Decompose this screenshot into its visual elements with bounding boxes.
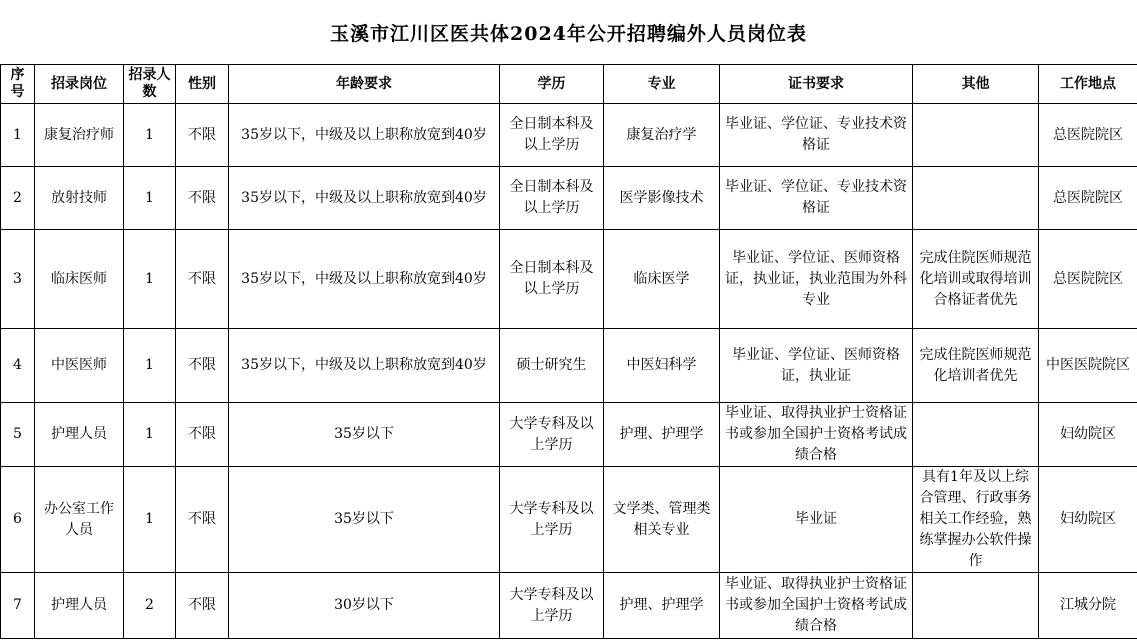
cell-gender: 不限 [176,329,229,403]
header-location: 工作地点 [1039,65,1137,104]
cell-gender: 不限 [176,167,229,230]
cell-count: 1 [124,104,176,167]
cell-position: 中医医师 [35,329,124,403]
cell-position: 护理人员 [35,573,124,639]
cell-location: 妇幼院区 [1039,403,1137,467]
cell-education: 全日制本科及以上学历 [500,167,604,230]
cell-position: 办公室工作人员 [35,467,124,573]
cell-count: 1 [124,167,176,230]
cell-count: 1 [124,329,176,403]
header-education: 学历 [500,65,604,104]
cell-age: 35岁以下，中级及以上职称放宽到40岁 [229,167,500,230]
cell-gender: 不限 [176,573,229,639]
cell-major: 临床医学 [604,230,720,329]
cell-seq: 2 [1,167,35,230]
cell-location: 江城分院 [1039,573,1137,639]
header-gender: 性别 [176,65,229,104]
cell-major: 中医妇科学 [604,329,720,403]
cell-position: 康复治疗师 [35,104,124,167]
table-row [1,104,1137,167]
cell-major: 文学类、管理类相关专业 [604,467,720,573]
cell-major: 护理、护理学 [604,403,720,467]
cell-position: 放射技师 [35,167,124,230]
table-row [1,230,1137,329]
cell-age: 35岁以下 [229,403,500,467]
cell-other: 具有1年及以上综合管理、行政事务相关工作经验，熟练掌握办公软件操作 [913,467,1039,573]
cell-major: 康复治疗学 [604,104,720,167]
cell-position: 临床医师 [35,230,124,329]
cell-age: 35岁以下，中级及以上职称放宽到40岁 [229,104,500,167]
table-row [1,167,1137,230]
cell-education: 大学专科及以上学历 [500,403,604,467]
cell-count: 1 [124,230,176,329]
cell-location: 总医院院区 [1039,104,1137,167]
cell-location: 中医医院院区 [1039,329,1137,403]
cell-education: 大学专科及以上学历 [500,467,604,573]
cell-location: 总医院院区 [1039,167,1137,230]
cell-certificate: 毕业证、学位证、医师资格证，执业证 [720,329,913,403]
header-other: 其他 [913,65,1039,104]
cell-major: 护理、护理学 [604,573,720,639]
cell-education: 全日制本科及以上学历 [500,230,604,329]
cell-education: 大学专科及以上学历 [500,573,604,639]
header-count: 招录人数 [124,65,176,104]
cell-other [913,167,1039,230]
header-position: 招录岗位 [35,65,124,104]
cell-gender: 不限 [176,104,229,167]
cell-other [913,104,1039,167]
header-major: 专业 [604,65,720,104]
cell-seq: 7 [1,573,35,639]
cell-count: 1 [124,467,176,573]
table-header-row [1,65,1137,104]
cell-age: 35岁以下 [229,467,500,573]
page-title: 玉溪市江川区医共体2024年公开招聘编外人员岗位表 [330,22,807,45]
cell-major: 医学影像技术 [604,167,720,230]
header-age: 年龄要求 [229,65,500,104]
table-row [1,467,1137,573]
cell-gender: 不限 [176,403,229,467]
cell-seq: 4 [1,329,35,403]
cell-seq: 1 [1,104,35,167]
cell-education: 硕士研究生 [500,329,604,403]
table-row [1,573,1137,639]
cell-position: 护理人员 [35,403,124,467]
cell-age: 30岁以下 [229,573,500,639]
cell-other [913,403,1039,467]
cell-certificate: 毕业证、学位证、医师资格证，执业证，执业范围为外科专业 [720,230,913,329]
cell-location: 妇幼院区 [1039,467,1137,573]
cell-other: 完成住院医师规范化培训者优先 [913,329,1039,403]
table-row [1,403,1137,467]
table-row [1,329,1137,403]
cell-certificate: 毕业证 [720,467,913,573]
cell-location: 总医院院区 [1039,230,1137,329]
cell-count: 2 [124,573,176,639]
header-seq: 序号 [1,65,35,104]
cell-age: 35岁以下，中级及以上职称放宽到40岁 [229,230,500,329]
cell-certificate: 毕业证、学位证、专业技术资格证 [720,104,913,167]
header-certificate: 证书要求 [720,65,913,104]
cell-gender: 不限 [176,467,229,573]
cell-count: 1 [124,403,176,467]
cell-seq: 6 [1,467,35,573]
positions-table [0,64,1137,639]
cell-other: 完成住院医师规范化培训或取得培训合格证者优先 [913,230,1039,329]
cell-education: 全日制本科及以上学历 [500,104,604,167]
cell-age: 35岁以下，中级及以上职称放宽到40岁 [229,329,500,403]
cell-certificate: 毕业证、取得执业护士资格证书或参加全国护士资格考试成绩合格 [720,403,913,467]
cell-seq: 5 [1,403,35,467]
cell-certificate: 毕业证、取得执业护士资格证书或参加全国护士资格考试成绩合格 [720,573,913,639]
cell-certificate: 毕业证、学位证、专业技术资格证 [720,167,913,230]
cell-gender: 不限 [176,230,229,329]
cell-seq: 3 [1,230,35,329]
cell-other [913,573,1039,639]
